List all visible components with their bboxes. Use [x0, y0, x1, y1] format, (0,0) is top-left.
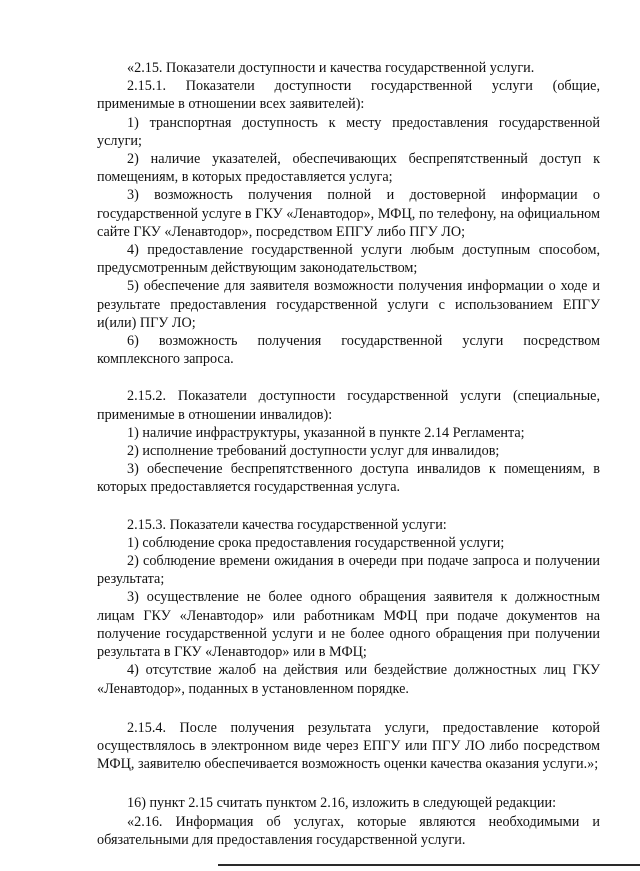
page-bottom-rule: [218, 864, 640, 866]
item-16-intro: 16) пункт 2.15 считать пунктом 2.16, изложить в следующей редакции:: [127, 795, 557, 812]
list-item: 3) осуществление не более одного обращения заявителя к должностным лицам ГКУ «Ленавтодор» или работникам МФЦ при подаче документов на получение государственной услуги и не более одного обращения при получении результата в ГКУ «Ленавтодор» или в МФЦ;: [97, 589, 600, 661]
subsection-2-15-3-heading: 2.15.3. Показатели качества государственной услуги:: [127, 516, 447, 533]
list-item: 1) наличие инфраструктуры, указанной в пункте 2.14 Регламента;: [127, 424, 525, 441]
paragraph-spacer: [97, 368, 600, 387]
document-body: [97, 59, 600, 849]
list-item: 2) наличие указателей, обеспечивающих беспрепятственный доступ к помещениям, в которых предоставляется услуга;: [97, 151, 600, 186]
subsection-2-15-1-heading: 2.15.1. Показатели доступности государственной услуги (общие, применимые в отношении всех заявителей):: [97, 78, 600, 113]
subsection-2-15-4-text: 2.15.4. После получения результата услуги, предоставление которой осуществлялось в электронном виде через ЕПГУ или ПГУ ЛО либо посредством МФЦ, заявителю обеспечивается возможность оценки качества оказания услуги.»;: [97, 719, 600, 773]
list-item: 2) исполнение требований доступности услуг для инвалидов;: [127, 443, 500, 460]
paragraph-spacer: [97, 497, 600, 516]
section-title: «2.15. Показатели доступности и качества государственной услуги.: [127, 60, 535, 76]
list-item: 3) обеспечение беспрепятственного доступа инвалидов к помещениям, в которых предоставляется государственная услуга.: [97, 461, 600, 496]
paragraph-spacer: [97, 773, 600, 794]
list-item: 5) обеспечение для заявителя возможности получения информации о ходе и результате предоставления государственной услуги с использованием ЕПГУ и(или) ПГУ ЛО;: [97, 278, 600, 331]
list-item: 1) соблюдение срока предоставления государственной услуги;: [127, 534, 505, 551]
list-item: 2) соблюдение времени ожидания в очереди при подаче запроса и получении результата;: [97, 553, 600, 588]
section-2-16-title: «2.16. Информация об услугах, которые являются необходимыми и обязательными для предоставления государственной услуги.: [97, 813, 600, 848]
list-item: 3) возможность получения полной и достоверной информации о государственной услуге в ГКУ «Ленавтодор», МФЦ, по телефону, на официальном сайте ГКУ «Ленавтодор», посредством ЕПГУ либо ПГУ ЛО;: [97, 187, 600, 240]
list-item: 6) возможность получения государственной услуги посредством комплексного запроса.: [97, 333, 600, 368]
subsection-2-15-2-heading: 2.15.2. Показатели доступности государственной услуги (специальные, применимые в отношении инвалидов):: [97, 388, 600, 423]
paragraph-spacer: [97, 698, 600, 719]
list-item: 1) транспортная доступность к месту предоставления государственной услуги;: [97, 114, 600, 149]
list-item: 4) отсутствие жалоб на действия или бездействие должностных лиц ГКУ «Ленавтодор», поданных в установленном порядке.: [97, 662, 600, 697]
list-item: 4) предоставление государственной услуги любым доступным способом, предусмотренным действующим законодательством;: [97, 242, 600, 277]
